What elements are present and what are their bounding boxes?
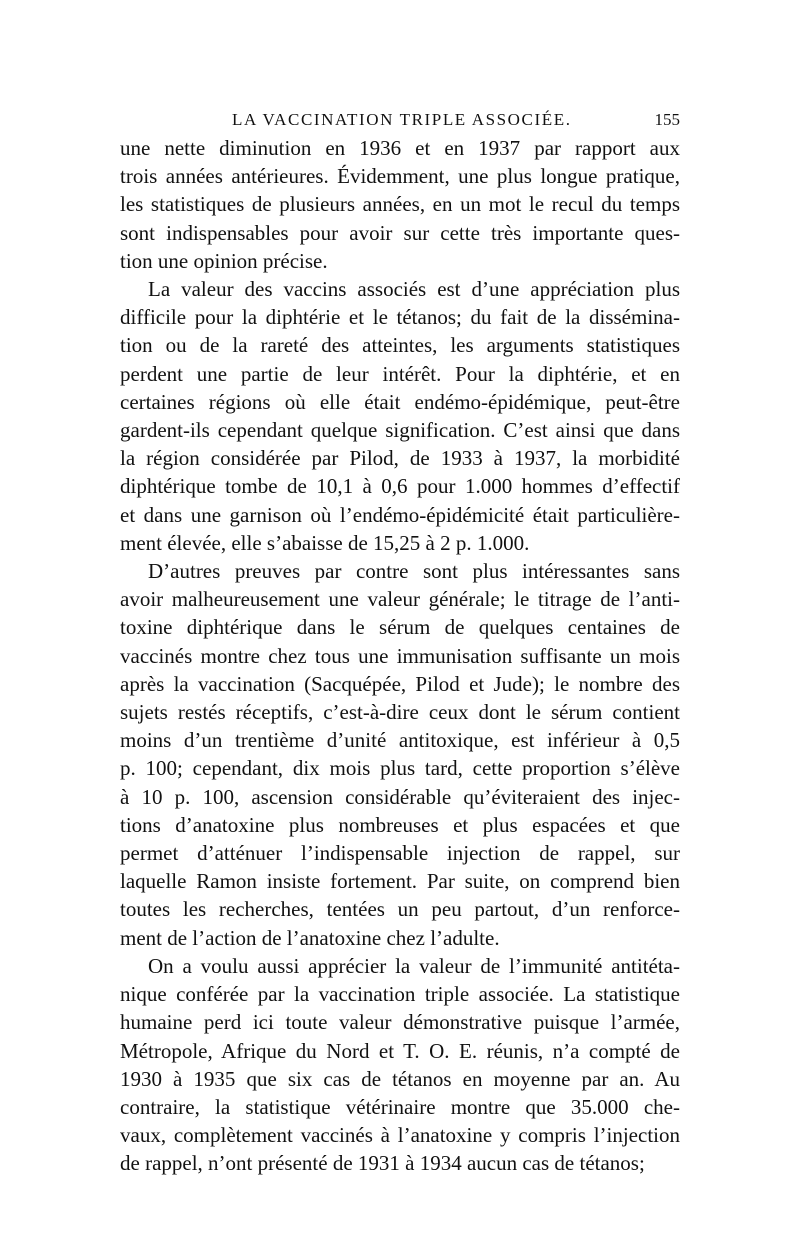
text-line: 1930 à 1935 que six cas de tétanos en moyenne par an. Au xyxy=(120,1066,680,1091)
text-line: nique conférée par la vaccination triple associée. La statistique xyxy=(120,982,680,1007)
text-line: toxine diphtérique dans le sérum de quelques centaines de xyxy=(120,615,680,640)
running-head xyxy=(120,100,680,134)
text-line: tion ou de la rareté des atteintes, les arguments statistiques xyxy=(120,333,680,358)
text-line: et dans une garnison où l’endémo-épidémicité était particulière- xyxy=(120,502,680,527)
text-line: sujets restés réceptifs, c’est-à-dire ceux dont le sérum contient xyxy=(120,700,680,725)
text-line: La valeur des vaccins associés est d’une appréciation plus xyxy=(148,277,680,302)
text-line: ment de l’action de l’anatoxine chez l’adulte. xyxy=(120,925,500,950)
text-line: gardent-ils cependant quelque signification. C’est ainsi que dans xyxy=(120,418,680,443)
paragraph xyxy=(120,557,680,952)
text-line: la région considérée par Pilod, de 1933 à 1937, la morbidité xyxy=(120,446,680,471)
text-line: sont indispensables pour avoir sur cette très importante ques- xyxy=(120,220,680,245)
text-line: On a voulu aussi apprécier la valeur de l’immunité antitéta- xyxy=(148,953,680,978)
text-line: ment élevée, elle s’abaisse de 15,25 à 2 p. 1.000. xyxy=(120,530,530,555)
text-line: vaux, complètement vaccinés à l’anatoxine y compris l’injection xyxy=(120,1123,680,1148)
text-line: permet d’atténuer l’indispensable injection de rappel, sur xyxy=(120,841,680,866)
text-line: avoir malheureusement une valeur générale; le titrage de l’anti- xyxy=(120,587,680,612)
paragraph xyxy=(120,952,680,1178)
text-line: tions d’anatoxine plus nombreuses et plus espacées et que xyxy=(120,812,680,837)
text-line: trois années antérieures. Évidemment, une plus longue pratique, xyxy=(120,164,680,189)
text-line: Métropole, Afrique du Nord et T. O. E. réunis, n’a compté de xyxy=(120,1038,680,1063)
text-line: de rappel, n’ont présenté de 1931 à 1934 aucun cas de tétanos; xyxy=(120,1151,645,1176)
text-line: tion une opinion précise. xyxy=(120,248,328,273)
text-line: difficile pour la diphtérie et le tétanos; du fait de la dissémina- xyxy=(120,305,680,330)
text-line: à 10 p. 100, ascension considérable qu’éviteraient des injec- xyxy=(120,784,680,809)
text-line: certaines régions où elle était endémo-épidémique, peut-être xyxy=(120,389,680,414)
text-line: perdent une partie de leur intérêt. Pour la diphtérie, et en xyxy=(120,361,680,386)
text-line: contraire, la statistique vétérinaire montre que 35.000 che- xyxy=(120,1094,680,1119)
text-line: laquelle Ramon insiste fortement. Par suite, on comprend bien xyxy=(120,869,680,894)
text-line: humaine perd ici toute valeur démonstrative puisque l’armée, xyxy=(120,1010,680,1035)
text-line: moins d’un trentième d’unité antitoxique, est inférieur à 0,5 xyxy=(120,728,680,753)
text-line: D’autres preuves par contre sont plus intéressantes sans xyxy=(148,559,680,584)
paragraph xyxy=(120,134,680,275)
book-page xyxy=(120,100,680,1178)
paragraph xyxy=(120,275,680,557)
page-number: 155 xyxy=(654,110,680,129)
body-text xyxy=(120,134,680,1178)
text-line: diphtérique tombe de 10,1 à 0,6 pour 1.000 hommes d’effectif xyxy=(120,474,680,499)
text-line: p. 100; cependant, dix mois plus tard, cette proportion s’élève xyxy=(120,756,680,781)
text-line: vaccinés montre chez tous une immunisation suffisante un mois xyxy=(120,643,680,668)
text-line: une nette diminution en 1936 et en 1937 par rapport aux xyxy=(120,136,680,160)
running-title: LA VACCINATION TRIPLE ASSOCIÉE. xyxy=(232,110,572,129)
text-line: après la vaccination (Sacquépée, Pilod et Jude); le nombre des xyxy=(120,671,680,696)
text-line: toutes les recherches, tentées un peu partout, d’un renforce- xyxy=(120,897,680,922)
text-line: les statistiques de plusieurs années, en un mot le recul du temps xyxy=(120,192,680,217)
